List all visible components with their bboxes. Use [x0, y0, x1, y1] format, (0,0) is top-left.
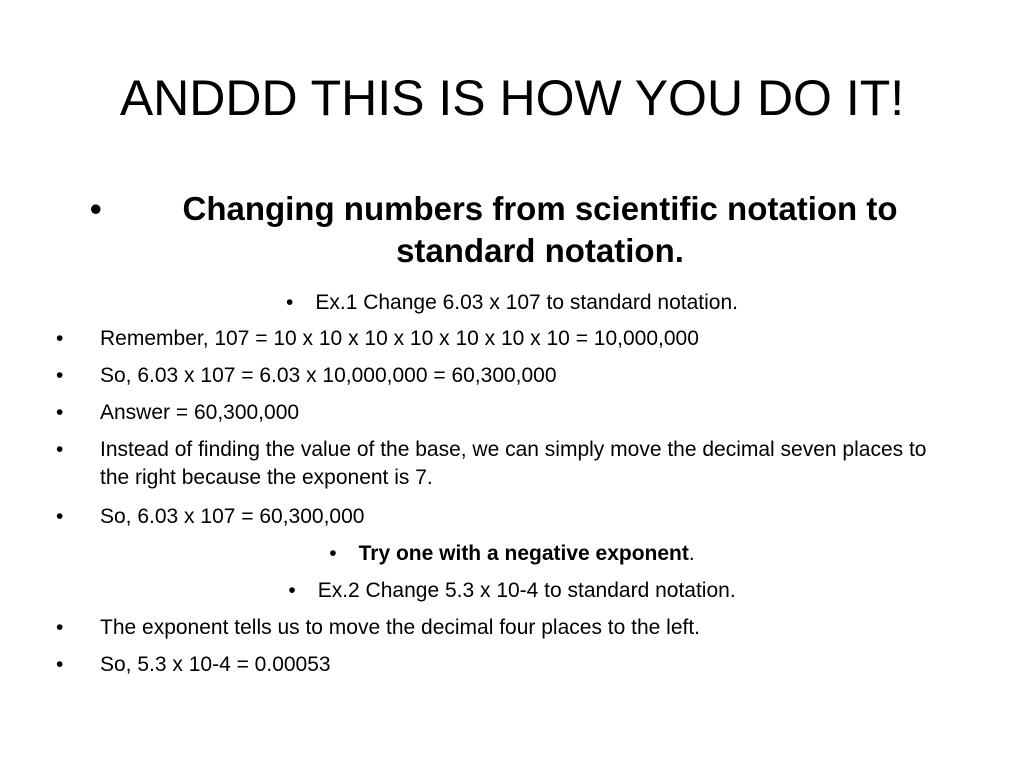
bullet-icon: • [56, 438, 64, 461]
bullet-icon: • [90, 190, 102, 227]
bullet-icon: • [56, 653, 64, 676]
so-text-3: So, 5.3 x 10-4 = 0.00053 [100, 653, 331, 676]
try-negative-period: . [688, 542, 695, 565]
exponent-text: The exponent tells us to move the decimal four places to the left. [100, 616, 700, 639]
so-text-1: So, 6.03 x 107 = 6.03 x 10,000,000 = 60,300,000 [100, 364, 557, 387]
remember-line [56, 325, 960, 353]
bullet-icon: • [56, 327, 64, 350]
so-line-2 [56, 503, 960, 531]
example-2-text: Ex.2 Change 5.3 x 10-4 to standard notation. [317, 579, 736, 602]
example-1-text: Ex.1 Change 6.03 x 107 to standard notation. [315, 291, 738, 314]
bullet-icon: • [286, 291, 294, 314]
main-bullet [80, 188, 960, 272]
example-1-line [0, 289, 1024, 317]
main-bullet-text: Changing numbers from scientific notation to standard notation. [182, 190, 898, 269]
try-negative-line [0, 540, 1024, 568]
bullet-icon: • [56, 401, 64, 424]
bullet-icon: • [288, 579, 296, 602]
so-line-1 [56, 362, 960, 390]
answer-line [56, 399, 960, 427]
instead-text: Instead of finding the value of the base, we can simply move the decimal seven places to the right because the exponent is 7. [100, 438, 927, 489]
so-text-2: So, 6.03 x 107 = 60,300,000 [100, 505, 365, 528]
slide-title: ANDDD THIS IS HOW YOU DO IT! [119, 70, 905, 126]
remember-text: Remember, 107 = 10 x 10 x 10 x 10 x 10 x 10 x 10 = 10,000,000 [100, 327, 699, 350]
bullet-icon: • [329, 542, 337, 565]
instead-line [56, 436, 960, 492]
answer-text: Answer = 60,300,000 [100, 401, 300, 424]
exponent-line [56, 614, 960, 642]
example-2-line [0, 577, 1024, 605]
bullet-icon: • [56, 505, 64, 528]
bullet-icon: • [56, 616, 64, 639]
so-line-3 [56, 651, 960, 679]
bullet-icon: • [56, 364, 64, 387]
try-negative-text: Try one with a negative exponent [358, 542, 689, 565]
